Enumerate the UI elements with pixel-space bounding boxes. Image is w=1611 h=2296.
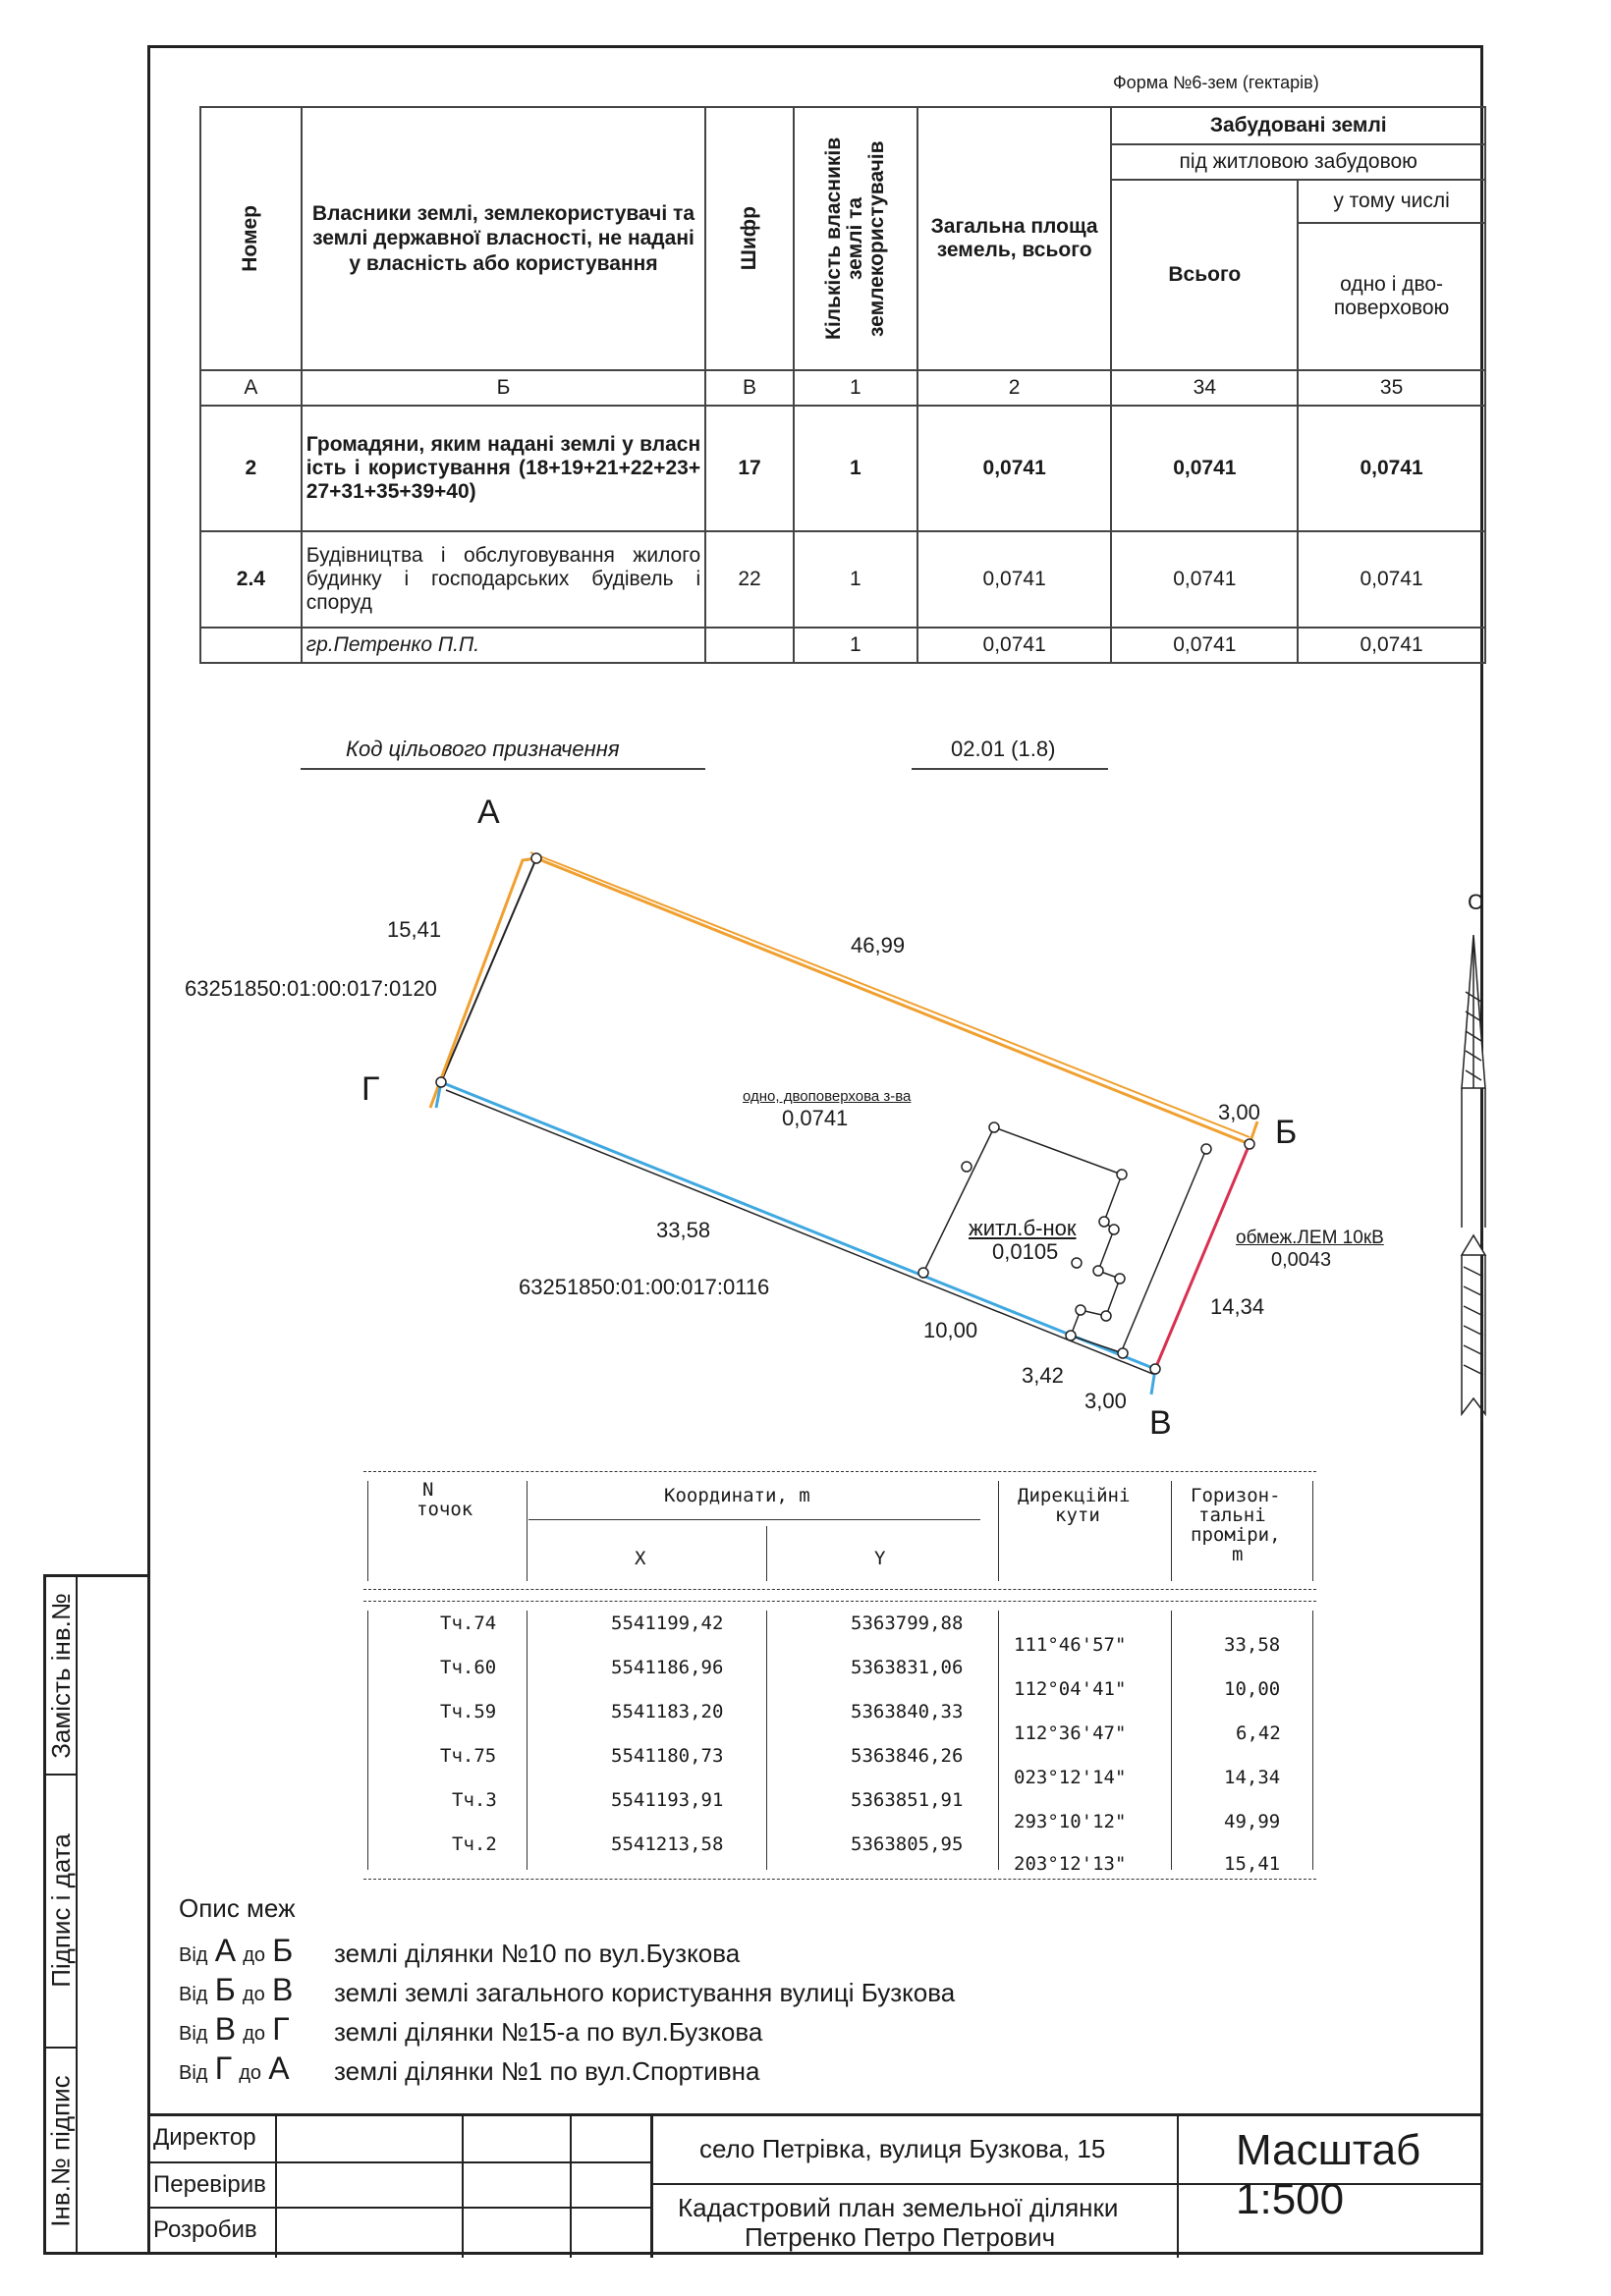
zone-house-area: 0,0105 [992,1239,1059,1264]
vertex-house [1099,1217,1109,1227]
stamp-scale: Масштаб 1:500 [1236,2126,1421,2223]
ct-header-angles2: кути [1055,1504,1100,1526]
row-code: 22 [705,531,794,628]
boundary-row: Від Г до А [179,2050,290,2086]
ct-header-points: точок [417,1499,473,1520]
length-v-bottom: 3,00 [1084,1389,1127,1413]
vertex-house [918,1268,928,1278]
index-2: 2 [917,370,1112,406]
ct-y: 5363846,26 [851,1745,964,1767]
length-bv: 14,34 [1210,1294,1265,1319]
north-arrow-icon [1462,935,1485,1414]
vertex-g [436,1077,446,1087]
ct-header-y: Y [874,1548,886,1569]
ct-dist: 15,41 [1224,1853,1281,1875]
boundary-bv [1155,1144,1250,1369]
index-34: 34 [1111,370,1298,406]
ct-angle: 023°12'14" [1014,1767,1127,1788]
stamp-director: Директор [153,2124,256,2151]
ct-x: 5541193,91 [611,1789,724,1811]
ct-header-coords: Координати, m [664,1485,810,1506]
row-one-two: 0,0741 [1298,406,1485,531]
vertex-house [1117,1170,1127,1179]
ct-point: Тч.3 [452,1789,497,1811]
ct-point: Тч.60 [440,1657,497,1678]
boundary-row: Від Б до В [179,1972,294,2007]
row-num: 2.4 [200,531,302,628]
ct-header-x: X [635,1548,646,1569]
ct-dist: 10,00 [1224,1678,1281,1700]
zone-house-name: житл.б-нок [969,1216,1077,1240]
boundary-text: землі ділянки №10 по вул.Бузкова [334,1939,741,1968]
vertex-v [1150,1364,1160,1374]
title-block [147,2113,1483,2255]
row-code: 17 [705,406,794,531]
boundary-row: Від А до Б [179,1933,294,1968]
row-num: 2 [200,406,302,531]
vertex-restrict-top [1201,1144,1211,1154]
zone-restrict-name: обмеж.ЛЕМ 10кВ [1236,1228,1384,1248]
header-one-two-storey: одно і дво- поверховою [1298,223,1485,370]
ct-x: 5541180,73 [611,1745,724,1767]
vertex-house [1072,1258,1082,1268]
ct-angle: 203°12'13" [1014,1853,1127,1875]
restriction-zone-line [1120,1149,1206,1355]
ct-point: Тч.2 [452,1833,497,1855]
ct-x: 5541213,58 [611,1833,724,1855]
ct-dist: 6,42 [1236,1722,1281,1744]
ct-header-angles1: Дирекційні [1018,1485,1131,1506]
index-b: Б [302,370,705,406]
point-a-label: А [477,793,500,831]
stamp-address: село Петрівка, вулиця Бузкова, 15 [699,2134,1106,2163]
ct-x: 5541183,20 [611,1701,724,1722]
boundary-text: землі ділянки №15-а по вул.Бузкова [334,2017,763,2047]
ct-angle: 111°46'57" [1014,1634,1127,1656]
length-ab: 46,99 [851,933,906,957]
header-owners: Власники землі, землекористувачі та землі державної власності, не надані у власність або користування [302,107,705,370]
row-count: 1 [794,531,917,628]
boundary-ga [441,858,536,1082]
ct-dist: 49,99 [1224,1811,1281,1832]
instead-inv-label: Замість інв.№ [45,1592,76,1759]
header-built: Забудовані землі [1111,107,1485,144]
ct-angle: 112°04'41" [1014,1678,1127,1700]
boundary-text: землі землі загального користування вулиці Бузкова [334,1978,956,2007]
purpose-value: 02.01 (1.8) [951,737,1056,761]
stamp-checked: Перевірив [153,2171,266,2198]
ct-x: 5541186,96 [611,1657,724,1678]
vertex-house [989,1122,999,1132]
ct-dist: 14,34 [1224,1767,1281,1788]
length-small: 3,42 [1022,1363,1064,1388]
header-residential: під житловою забудовою [1111,144,1485,180]
purpose-label: Код цільового призначення [346,737,620,761]
form-label: Форма №6-зем (гектарів) [1113,73,1319,92]
ct-y: 5363831,06 [851,1657,964,1678]
header-number: Номер [200,107,302,370]
ct-angle: 112°36'47" [1014,1722,1127,1744]
length-ga: 15,41 [387,917,442,942]
header-total: Загальна площа земель, всього [917,107,1112,370]
ct-y: 5363851,91 [851,1789,964,1811]
vertex-house [962,1162,972,1172]
row-count: 1 [794,628,917,663]
length-mid: 10,00 [923,1318,978,1342]
row-one-two: 0,0741 [1298,531,1485,628]
boundary-row: Від В до Г [179,2011,290,2047]
ct-point: Тч.74 [440,1613,497,1634]
row-all: 0,0741 [1111,531,1298,628]
ct-header-h4: m [1232,1544,1244,1565]
ct-y: 5363799,88 [851,1613,964,1634]
ct-dist: 33,58 [1224,1634,1281,1656]
signature-date-label: Підпис і дата [45,1832,76,1988]
ct-x: 5541199,42 [611,1613,724,1634]
index-1: 1 [794,370,917,406]
length-b-top: 3,00 [1218,1100,1260,1124]
index-a: А [200,370,302,406]
ct-header-h3: проміри, [1191,1524,1281,1546]
point-g-label: Г [361,1070,380,1108]
vertex-house [1093,1266,1103,1276]
row-name: Будівництва і обслуговування жилого будинку і господарських будівель і споруд [302,531,705,628]
ct-y: 5363840,33 [851,1701,964,1722]
row-total: 0,0741 [917,628,1112,663]
vertex-house [1115,1274,1125,1284]
stamp-owner: Петренко Петро Петрович [745,2222,1056,2252]
row-all: 0,0741 [1111,406,1298,531]
row-count: 1 [794,406,917,531]
header-all: Всього [1111,180,1298,370]
ct-point: Тч.75 [440,1745,497,1767]
row-name: гр.Петренко П.П. [302,628,705,663]
coordinates-table [363,1465,1316,1880]
header-count: Кількість власників землі та землекористувачів [794,107,917,370]
ct-angle: 293°10'12" [1014,1811,1127,1832]
boundaries-title: Опис меж [179,1893,296,1923]
index-35: 35 [1298,370,1485,406]
row-total: 0,0741 [917,406,1112,531]
neighbor-bottom-cadastral: 63251850:01:00:017:0116 [519,1275,770,1299]
row-all: 0,0741 [1111,628,1298,663]
boundary-text: землі ділянки №1 по вул.Спортивна [334,2056,760,2086]
zone-main-area: 0,0741 [782,1106,849,1130]
row-name: Громадяни, яким надані землі у власність і користування (18+19+21+22+23+27+31+35+39+40) [302,406,705,531]
row-one-two: 0,0741 [1298,628,1485,663]
row-total: 0,0741 [917,531,1112,628]
point-v-label: В [1149,1404,1172,1442]
point-b-label: Б [1275,1114,1298,1151]
header-code: Шифр [705,107,794,370]
vertex-house [1066,1331,1076,1340]
vertex-house [1109,1225,1119,1234]
vertex-house [1076,1305,1085,1315]
neighbor-left-cadastral: 63251850:01:00:017:0120 [185,976,437,1001]
stamp-title: Кадастровий план земельної ділянки [678,2193,1119,2222]
inv-signature-label: Інв.№ підпис [45,2074,76,2227]
ct-y: 5363805,95 [851,1833,964,1855]
stamp-developed: Розробив [153,2216,257,2243]
ct-point: Тч.59 [440,1701,497,1722]
length-vg: 33,58 [656,1218,711,1242]
vertex-house [1101,1311,1111,1321]
vertex-b [1245,1139,1254,1149]
ct-header-h1: Горизон- [1191,1485,1281,1506]
zone-main-name: одно, двоповерхова з-ва [743,1088,912,1105]
vertex-restrict-bottom [1118,1348,1128,1358]
ct-header-n: N [422,1479,434,1501]
north-label: С [1468,890,1483,914]
index-v: В [705,370,794,406]
ct-header-h2: тальні [1198,1504,1266,1526]
zone-restrict-area: 0,0043 [1271,1249,1332,1271]
header-including: у тому числі [1298,180,1485,223]
vertex-a [531,853,541,863]
